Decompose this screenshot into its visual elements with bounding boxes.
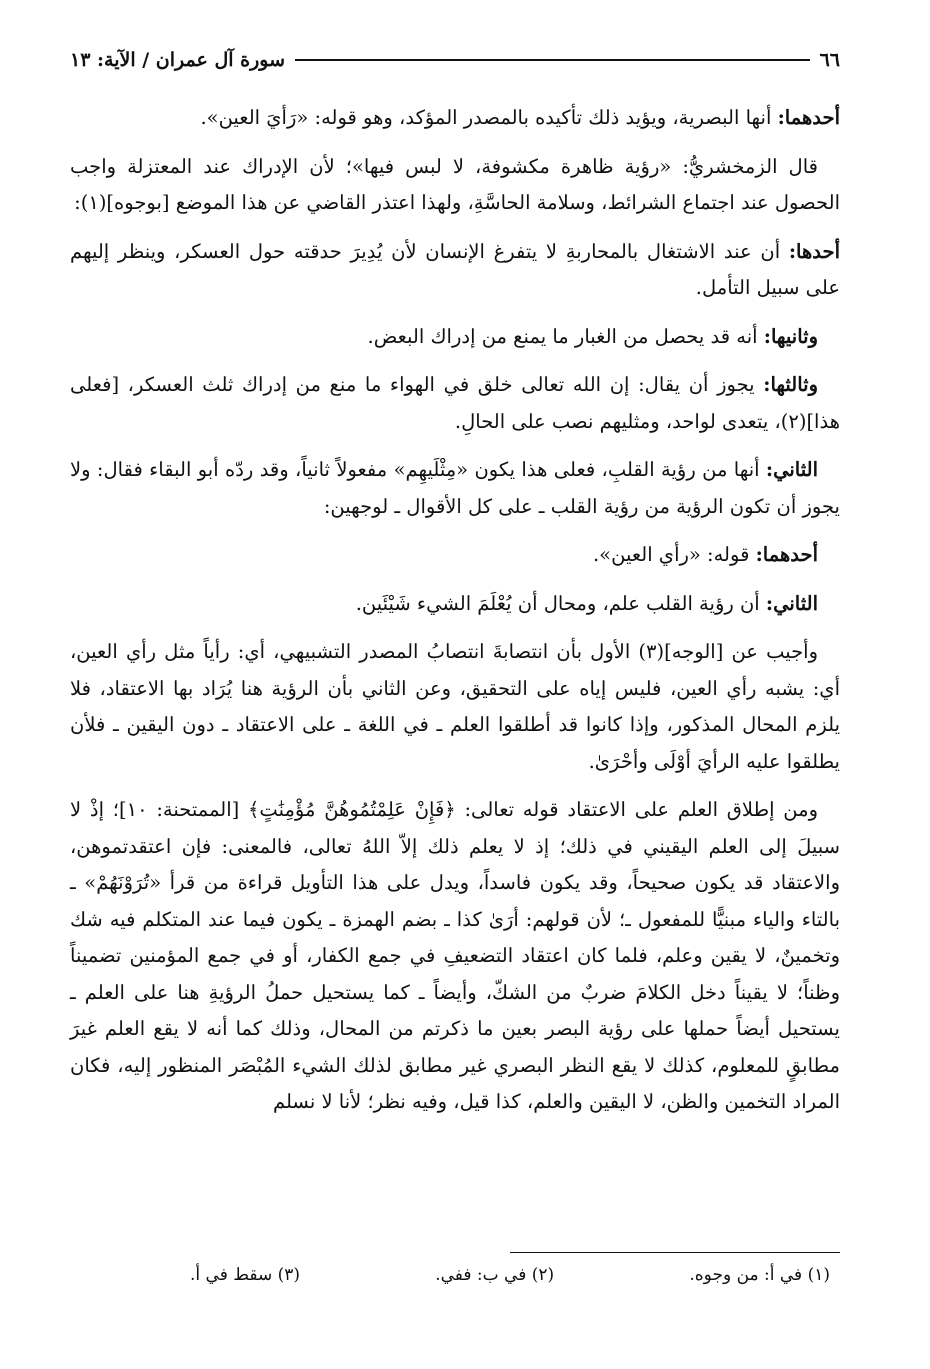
- paragraph-text: أنه قد يحصل من الغبار ما يمنع من إدراك البعض.: [367, 324, 764, 348]
- paragraph-lead: الثاني:: [765, 458, 818, 481]
- paragraph-text: أنها البصرية، ويؤيد ذلك تأكيده بالمصدر المؤكد، وهو قوله: «رَأيَ العين».: [200, 106, 778, 129]
- paragraph-text: أن رؤية القلب علم، ومحال أن يُعْلَمَ الشيء شَيْئَين.: [355, 591, 766, 615]
- paragraph: [70, 586, 840, 623]
- paragraph-lead: وثالثها:: [763, 373, 818, 396]
- main-text: [70, 100, 840, 1121]
- paragraph-text: ومن إطلاق العلم على الاعتقاد قوله تعالى: ﴿فَإِنْ عَلِمْتُمُوهُنَّ مُؤْمِنَٰتٍ﴾ [الممتحنة: ١٠]؛ إذْ لا سبيلَ إلى العلم اليقيني في ذلك؛ إذ لا يعلم ذلك إلاّ اللهُ تعالى، فالمعنى: فإن اعتقدتموهن، والاعتقاد قد يكون صحيحاً، وقد يكون فاسداً، ويدل على هذا التأويل قراءة من قرأ «تُرَوْنَهُمْ» ـ بالتاء والياء مبنيًّا للمفعول ـ؛ لأن قولهم: أرَىٰ كذا ـ بضم الهمزة ـ يكون فيما عند المتكلم فيه شك وتخمينٌ، لا يقين وعلم، فلما كان اعتقاد التضعيفِ في جمع الكفار، أو في جمع المؤمنين تضميناً وظناً؛ لا يقيناً دخل الكلامَ ضربٌ من الشكّ، وأيضاً ـ كما يستحيل حملُ الرؤيةِ هنا على العلم ـ يستحيل أيضاً حملها على رؤية البصر بعين ما ذكرتم من المحال، وذلك كما أنه لا يقع العلم غيرَ مطابقٍ للمعلوم، كذلك لا يقع النظر البصري غير مطابق لذلك الشيء المُبْصَر المنظور إليه، فكان المراد التخمين والظن، لا اليقين والعلم، كذا قيل، وفيه نظر؛ لأنا لا نسلم: [70, 798, 840, 1113]
- page-number: ٦٦: [819, 49, 840, 71]
- footnote-3: (٣) سقط في أ.: [190, 1265, 301, 1285]
- paragraph: [70, 319, 840, 356]
- paragraph-lead: وثانيها:: [763, 324, 818, 348]
- paragraph-lead: الثاني:: [765, 591, 818, 615]
- paragraph-lead: أحدها:: [788, 239, 840, 263]
- footnotes: [70, 1252, 840, 1285]
- paragraph: [70, 452, 840, 525]
- header-rule: [295, 59, 810, 61]
- paragraph-text: وأجيب عن [الوجه](٣) الأول بأن انتصابةَ انتصابُ المصدر التشبيهي، أي: رأياً مثل رأي العين، أي: يشبه رأي العين، فليس إياه على التحقيق، وعن الثاني بأن الرؤية هنا يُرَاد بها الاعتقاد، فلا يلزم المحال المذكور، وإذا كانوا قد أطلقوا العلم ـ في اللغة ـ على الاعتقاد ـ دون اليقين ـ فلأن يطلقوا عليه الرأيَ أوْلَى وأحْرَىٰ.: [70, 640, 840, 773]
- footnote-rule: [510, 1252, 840, 1253]
- paragraph-text: أنها من رؤية القلبِ، فعلى هذا يكون «مِثْلَيهِم» مفعولاً ثانياً، وقد ردّه أبو البقاء فقال: ولا يجوز أن تكون الرؤية من رؤية القلب ـ على كل الأقوال ـ لوجهين:: [70, 458, 840, 518]
- header-title: سورة آل عمران / الآية: ١٣: [70, 49, 286, 71]
- book-page: [70, 40, 840, 1369]
- paragraph: [70, 634, 840, 780]
- running-header: [70, 40, 840, 80]
- paragraph: [70, 792, 840, 1121]
- paragraph-lead: أحدهما:: [755, 543, 818, 566]
- paragraph: [70, 234, 840, 307]
- footnote-2: (٢) في ب: ففي.: [435, 1265, 555, 1285]
- paragraph: [70, 149, 840, 222]
- paragraph: [70, 100, 840, 137]
- paragraph-text: أن عند الاشتغال بالمحاربةِ لا يتفرغ الإنسان لأن يُدِيرَ حدقته حول العسكر، وينظر إليهم على سبيل التأمل.: [70, 239, 840, 299]
- paragraph-text: قال الزمخشريُّ: «رؤية ظاهرة مكشوفة، لا لبس فيها»؛ لأن الإدراك عند المعتزلة واجب الحصول عند اجتماع الشرائط، وسلامة الحاسَّةِ، ولهذا اعتذر القاضي عن هذا الموضع [بوجوه](١):: [70, 154, 840, 214]
- paragraph-text: يجوز أن يقال: إن الله تعالى خلق في الهواء ما منع من إدراك ثلث العسكر، [فعلى هذا](٢)، يتعدى لواحد، ومثليهم نصب على الحالِ.: [70, 373, 840, 433]
- paragraph: [70, 537, 840, 574]
- paragraph: [70, 367, 840, 440]
- paragraph-lead: أحدهما:: [777, 106, 840, 129]
- footnote-row: [70, 1265, 840, 1285]
- footnote-1: (١) في أ: من وجوه.: [689, 1265, 830, 1285]
- paragraph-text: قوله: «رأي العين».: [592, 543, 756, 566]
